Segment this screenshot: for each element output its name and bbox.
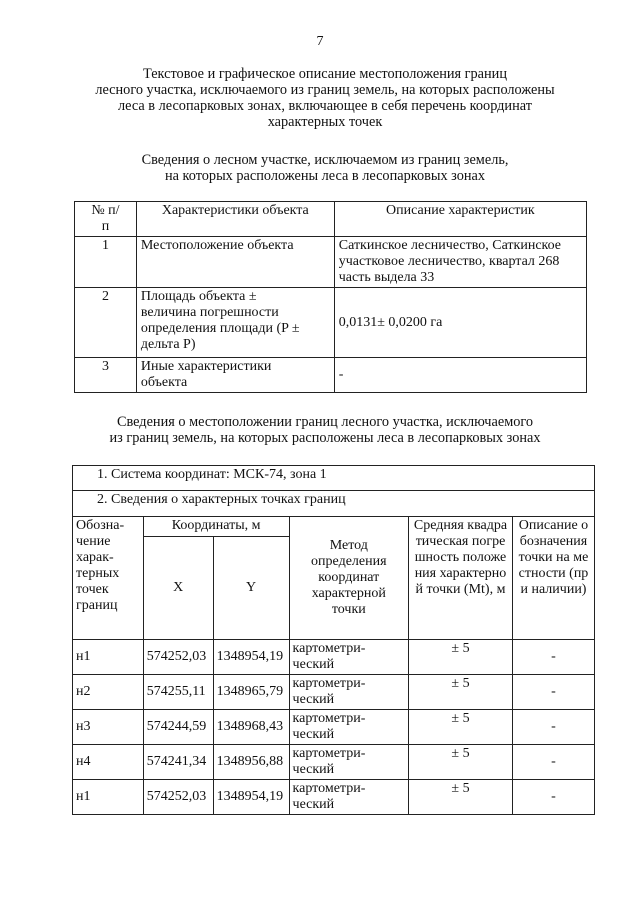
heading-line: на которых расположены леса в лесопарковых зонах (164, 168, 486, 184)
title-line: характерных точек (267, 114, 383, 130)
point-id: н1 (73, 640, 144, 675)
point-description: - (512, 675, 594, 710)
title-line: леса в лесопарковых зонах, включающее в себя перечень координат (118, 98, 532, 114)
point-description: - (512, 780, 594, 815)
page-number: 7 (316, 34, 324, 49)
row-description: 0,0131± 0,0200 га (334, 288, 586, 358)
point-id: н4 (73, 745, 144, 780)
header-coords: Координаты, м (143, 517, 289, 537)
heading-line: из границ земель, на которых расположены леса в лесопарковых зонах (109, 430, 541, 446)
point-x: 574244,59 (143, 710, 213, 745)
heading-line: Сведения о лесном участке, исключаемом из границ земель, (141, 152, 509, 168)
table-row (73, 710, 595, 745)
point-y: 1348968,43 (213, 710, 289, 745)
point-error: ± 5 (409, 710, 513, 745)
point-description: - (512, 710, 594, 745)
header-designation: Обозна-чение харак-терных точек границ (73, 517, 144, 640)
row-num: 3 (75, 358, 137, 393)
header-y: Y (213, 537, 289, 640)
point-y: 1348956,88 (213, 745, 289, 780)
heading-line: Сведения о местоположении границ лесного участка, исключаемого (116, 414, 534, 430)
point-error: ± 5 (409, 745, 513, 780)
point-y: 1348954,19 (213, 640, 289, 675)
header-method: Метод определения координат характерной точки (289, 517, 409, 640)
point-x: 574241,34 (143, 745, 213, 780)
row-num: 1 (75, 237, 137, 288)
header-point-description: Описание обозначения точки на местности (при наличии) (512, 517, 594, 640)
point-id: н1 (73, 780, 144, 815)
point-description: - (512, 640, 594, 675)
point-method: картометри-ческий (289, 780, 409, 815)
table-row (73, 780, 595, 815)
point-id: н2 (73, 675, 144, 710)
point-description: - (512, 745, 594, 780)
table-row (73, 640, 595, 675)
table-row (73, 745, 595, 780)
title-line: лесного участка, исключаемого из границ земель, на которых расположены (95, 82, 555, 98)
row-characteristic: Иные характеристики объекта (136, 358, 334, 393)
point-y: 1348954,19 (213, 780, 289, 815)
table-row (75, 288, 587, 358)
boundary-points-table (72, 465, 595, 815)
table-row (75, 237, 587, 288)
point-method: картометри-ческий (289, 710, 409, 745)
row-num: 2 (75, 288, 137, 358)
points-label-row (73, 491, 595, 517)
point-x: 574252,03 (143, 640, 213, 675)
header-num: № п/п (75, 202, 137, 237)
forest-plot-info-table (74, 201, 587, 393)
point-y: 1348965,79 (213, 675, 289, 710)
point-error: ± 5 (409, 640, 513, 675)
title-line: Текстовое и графическое описание местоположения границ (143, 66, 507, 82)
point-method: картометри-ческий (289, 745, 409, 780)
section-heading-location (60, 414, 590, 446)
point-method: картометри-ческий (289, 675, 409, 710)
row-characteristic: Площадь объекта ± величина погрешности определения площади (P ± дельта P) (136, 288, 334, 358)
section-heading-info (60, 152, 590, 184)
header-characteristic: Характеристики объекта (136, 202, 334, 237)
point-error: ± 5 (409, 780, 513, 815)
point-x: 574255,11 (143, 675, 213, 710)
point-error: ± 5 (409, 675, 513, 710)
header-x: X (143, 537, 213, 640)
coordinate-system: 1. Система координат: МСК-74, зона 1 (73, 466, 595, 491)
point-id: н3 (73, 710, 144, 745)
point-method: картометри-ческий (289, 640, 409, 675)
table-header-row (73, 517, 595, 537)
point-x: 574252,03 (143, 780, 213, 815)
points-section-label: 2. Сведения о характерных точках границ (73, 491, 595, 517)
row-description: - (334, 358, 586, 393)
document-title (60, 66, 590, 130)
row-description: Саткинское лесничество, Саткинское участковое лесничество, квартал 268 часть выдела 33 (334, 237, 586, 288)
header-error: Средняя квадратическая погрешность положения характерной точки (Mt), м (409, 517, 513, 640)
row-characteristic: Местоположение объекта (136, 237, 334, 288)
coordinate-system-row (73, 466, 595, 491)
table-row (73, 675, 595, 710)
header-description: Описание характеристик (334, 202, 586, 237)
table-header-row (75, 202, 587, 237)
table-row (75, 358, 587, 393)
